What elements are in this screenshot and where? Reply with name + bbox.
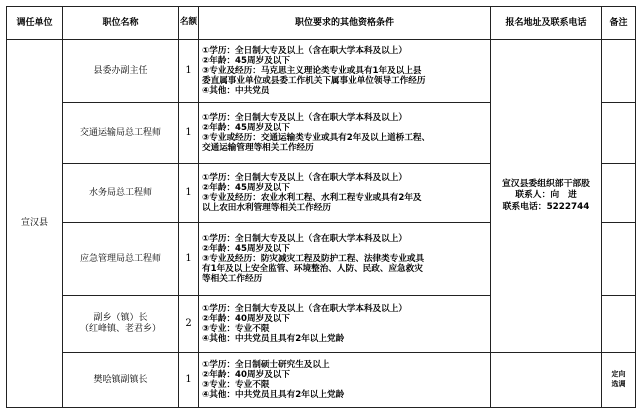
contact-cell bbox=[491, 40, 602, 353]
position-name-line: 副乡（镇）长 bbox=[93, 313, 148, 324]
requirement-line: 有1年及以上安全监管、环境整治、人防、民政、应急救灾 bbox=[202, 264, 423, 275]
requirement-line: ①学历：全日制大专及以上（含在职大学本科及以上） bbox=[202, 45, 407, 56]
requirement-line: ④其他：中共党员且具有2年以上党龄 bbox=[202, 390, 345, 401]
unit-name: 宣汉县 bbox=[7, 40, 63, 408]
requirements-cell bbox=[199, 296, 491, 353]
requirement-line: ③专业及经历：防灾减灾工程及防护工程、法律类专业或具 bbox=[202, 253, 425, 264]
requirement-line: ③专业或经历：交通运输类专业或具有2年及以上道桥工程、 bbox=[202, 133, 431, 143]
position-count: 2 bbox=[179, 296, 199, 353]
requirement-line: ①学历：全日制大专及以上（含在职大学本科及以上） bbox=[202, 172, 407, 183]
requirement-line: ③专业：专业不限 bbox=[202, 324, 270, 334]
requirements-cell bbox=[199, 353, 491, 408]
position-name bbox=[63, 296, 179, 353]
contact-person: 联系人：向 进 bbox=[515, 190, 577, 201]
position-name: 应急管理局总工程师 bbox=[63, 223, 179, 296]
requirement-line: ②年龄：45周岁及以下 bbox=[202, 182, 290, 193]
requirement-line: ②年龄：45周岁及以下 bbox=[202, 55, 290, 66]
requirements-cell bbox=[199, 103, 491, 164]
position-name: 交通运输局总工程师 bbox=[63, 103, 179, 164]
header-position: 职位名称 bbox=[63, 7, 179, 40]
requirements-cell bbox=[199, 223, 491, 296]
table-row bbox=[7, 40, 636, 103]
requirement-line: 以上农田水利管理等相关工作经历 bbox=[202, 203, 331, 214]
position-name: 县委办副主任 bbox=[63, 40, 179, 103]
header-row bbox=[7, 7, 636, 40]
requirement-line: ②年龄：45周岁及以下 bbox=[202, 243, 290, 254]
recruitment-table bbox=[6, 6, 636, 408]
requirement-line: 交通运输管理等相关工作经历 bbox=[202, 143, 314, 154]
requirement-line: ②年龄：40周岁及以下 bbox=[202, 369, 290, 380]
note-line: 选调 bbox=[611, 380, 626, 388]
position-count: 1 bbox=[179, 103, 199, 164]
note-cell bbox=[602, 223, 636, 296]
position-count: 1 bbox=[179, 353, 199, 408]
requirements-cell bbox=[199, 40, 491, 103]
header-count: 名额 bbox=[179, 7, 199, 40]
note-cell bbox=[602, 296, 636, 353]
contact-phone: 联系电话：5222744 bbox=[502, 201, 590, 212]
requirement-line: ①学历：全日制大专及以上（含在职大学本科及以上） bbox=[202, 233, 407, 244]
requirement-line: ③专业及经历：马克思主义理论类专业或具有1年及以上县 bbox=[202, 65, 422, 76]
requirement-line: ④其他：中共党员且具有2年以上党龄 bbox=[202, 334, 345, 345]
contact-address: 宣汉县委组织部干部股 bbox=[502, 178, 590, 189]
requirement-line: ①学历：全日制大专及以上（含在职大学本科及以上） bbox=[202, 112, 407, 123]
requirement-line: ②年龄：45周岁及以下 bbox=[202, 122, 290, 133]
position-name: 樊哙镇副镇长 bbox=[63, 353, 179, 408]
header-requirements: 职位要求的其他资格条件 bbox=[199, 7, 491, 40]
note-cell bbox=[602, 103, 636, 164]
position-count: 1 bbox=[179, 164, 199, 223]
requirement-line: ①学历：全日制大专及以上（含在职大学本科及以上） bbox=[202, 303, 407, 314]
note-cell bbox=[602, 164, 636, 223]
requirement-line: ②年龄：40周岁及以下 bbox=[202, 313, 290, 324]
note-cell bbox=[602, 40, 636, 103]
note-cell bbox=[602, 353, 636, 408]
position-count: 1 bbox=[179, 223, 199, 296]
header-notes: 备注 bbox=[602, 7, 636, 40]
requirement-line: ①学历：全日制硕士研究生及以上 bbox=[202, 359, 330, 370]
header-contact: 报名地址及联系电话 bbox=[491, 7, 602, 40]
position-name-line: （红峰镇、老君乡） bbox=[79, 324, 161, 334]
requirement-line: ④其他：中共党员 bbox=[202, 86, 270, 97]
header-unit: 调任单位 bbox=[7, 7, 63, 40]
table-row bbox=[7, 353, 636, 408]
requirement-line: ③专业及经历：农业水利工程、水利工程专业或具有2年及 bbox=[202, 193, 422, 203]
requirements-cell bbox=[199, 164, 491, 223]
note-line: 定向 bbox=[611, 370, 626, 379]
position-name: 水务局总工程师 bbox=[63, 164, 179, 223]
requirement-line: ③专业：专业不限 bbox=[202, 380, 270, 390]
requirement-line: 等相关工作经历 bbox=[202, 274, 263, 285]
position-count: 1 bbox=[179, 40, 199, 103]
requirement-line: 委直属事业单位或县委工作机关下属事业单位领导工作经历 bbox=[202, 76, 426, 87]
contact-cell-empty bbox=[491, 353, 602, 408]
